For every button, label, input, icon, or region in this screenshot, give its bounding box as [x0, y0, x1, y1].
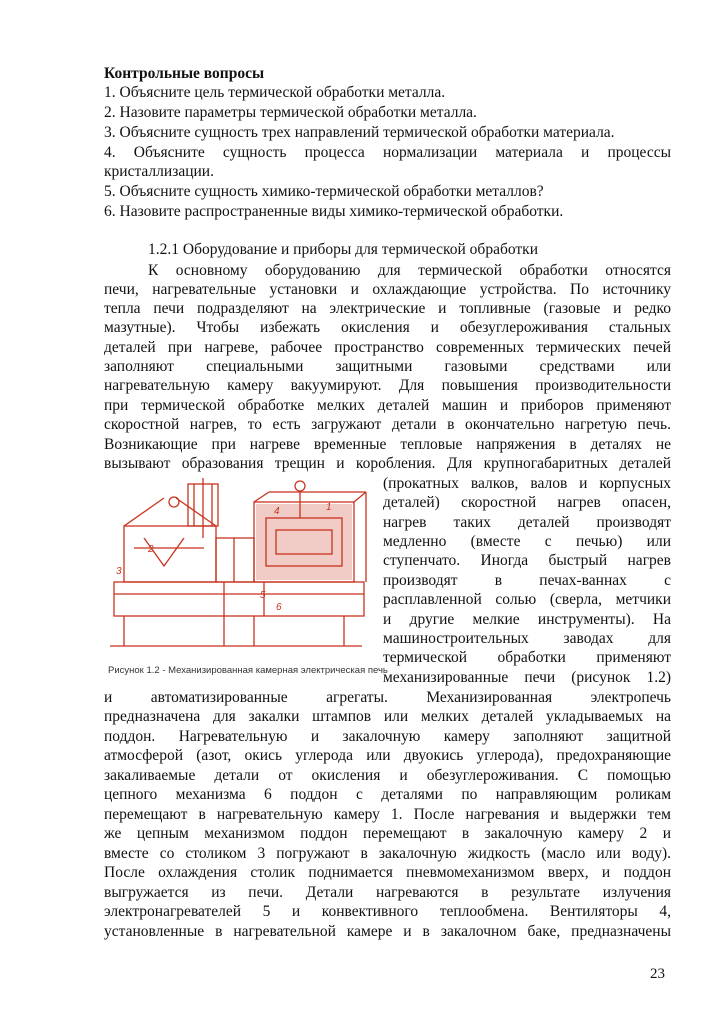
- diagram-label: 6: [276, 602, 282, 613]
- side-line: термической обработки применяют: [383, 649, 671, 666]
- paragraph-line: электронагревателей 5 и конвективного теплообмена. Вентиляторы 4,: [104, 903, 671, 920]
- paragraph-line: деталей при нагреве, рабочее пространство современных термических печей: [104, 339, 671, 356]
- side-line: производят в печах-ваннах с: [383, 572, 671, 589]
- question-item: 6. Назовите распространенные виды химико-термической обработки.: [104, 203, 564, 220]
- side-line: и другие мелкие инструменты). На: [383, 611, 671, 628]
- question-item: 5. Объясните сущность химико-термической обработки металлов?: [104, 183, 544, 200]
- question-item: 3. Объясните сущность трех направлений термической обработки материала.: [104, 124, 615, 141]
- paragraph-line: выгружается из печи. Детали нагреваются в результате излучения: [104, 884, 671, 901]
- paragraph-line: вместе со столиком 3 погружают в закалочную жидкость (масло или воду).: [104, 845, 671, 862]
- paragraph-line: скоростной нагрев, то есть загружают детали в окончательно нагретую печь.: [104, 416, 671, 433]
- question-item: 2. Назовите параметры термической обработки металла.: [104, 104, 477, 121]
- paragraph-line: при термической обработке мелких деталей машин и приборов применяют: [104, 397, 671, 414]
- question-item: кристаллизации.: [104, 163, 214, 180]
- paragraph-line: нагревательную камеру вакуумируют. Для повышения производительности: [104, 377, 671, 394]
- paragraph-line: поддон. Нагревательную и закалочную камеру заполняют защитной: [104, 728, 671, 745]
- side-line: машиностроительных заводах для: [383, 630, 671, 647]
- paragraph-line: цепного механизма 6 поддон с деталями по направляющим роликам: [104, 786, 671, 803]
- paragraph-line: вызывают образования трещин и коробления. Для крупногабаритных деталей: [104, 455, 671, 472]
- paragraph-line: установленные в нагревательной камере и в закалочном баке, предназначены: [104, 923, 671, 940]
- side-line: деталей) скоростной нагрев опасен,: [383, 494, 671, 511]
- figure-caption: Рисунок 1.2 - Механизированная камерная электрическая печь: [108, 665, 388, 676]
- paragraph-line: мазутные). Чтобы избежать окисления и обезуглероживания стальных: [104, 319, 671, 336]
- side-line: механизированные печи (рисунок 1.2): [383, 669, 671, 686]
- paragraph-line: предназначена для закалки штампов или мелких деталей укладываемых на: [104, 708, 671, 725]
- side-line: (прокатных валков, валов и корпусных: [383, 475, 671, 492]
- diagram-label: 1: [326, 502, 332, 513]
- diagram-label: 5: [260, 590, 266, 601]
- side-line: медленно (вместе с печью) или: [383, 533, 671, 550]
- paragraph-line: и автоматизированные агрегаты. Механизированная электропечь: [104, 689, 671, 706]
- questions-title: Контрольные вопросы: [104, 65, 265, 82]
- diagram-label: 3: [116, 566, 122, 577]
- paragraph-line: закаливаемые детали от окисления и обезуглероживания. С помощью: [104, 767, 671, 784]
- side-line: расплавленной солью (сверла, метчики: [383, 591, 671, 608]
- question-item: 4. Объясните сущность процесса нормализации материала и процессы: [104, 144, 671, 161]
- paragraph-line: атмосферой (азот, окись углерода или двуокись углерода), предохраняющие: [104, 747, 671, 764]
- side-line: нагрев таких деталей производят: [383, 514, 671, 531]
- section-heading: 1.2.1 Оборудование и приборы для термической обработки: [148, 241, 538, 258]
- question-item: 1. Объясните цель термической обработки металла.: [104, 84, 446, 101]
- paragraph-line: Возникающие при нагреве временные тепловые напряжения в деталях не: [104, 436, 671, 453]
- diagram-label: 2: [148, 544, 154, 555]
- paragraph-line: После охлаждения столик поднимается пневмомеханизмом вверх, и поддон: [104, 864, 671, 881]
- page-number: 23: [650, 966, 665, 982]
- paragraph-line: К основному оборудованию для термической обработки относятся: [148, 262, 671, 279]
- paragraph-line: перемещают в нагревательную камеру 1. После нагревания и выдержки тем: [104, 806, 671, 823]
- paragraph-line: печи, нагревательные установки и охлаждающие устройства. По источнику: [104, 281, 671, 298]
- paragraph-line: заполняют специальными защитными газовыми средствами или: [104, 358, 671, 375]
- furnace-diagram: [104, 478, 376, 660]
- diagram-label: 4: [274, 506, 280, 517]
- paragraph-line: же цепным механизмом поддон перемещают в закалочную камеру 2 и: [104, 825, 671, 842]
- paragraph-line: тепла печи подразделяют на электрические и топливные (газовые и редко: [104, 300, 671, 317]
- side-line: ступенчато. Иногда быстрый нагрев: [383, 552, 671, 569]
